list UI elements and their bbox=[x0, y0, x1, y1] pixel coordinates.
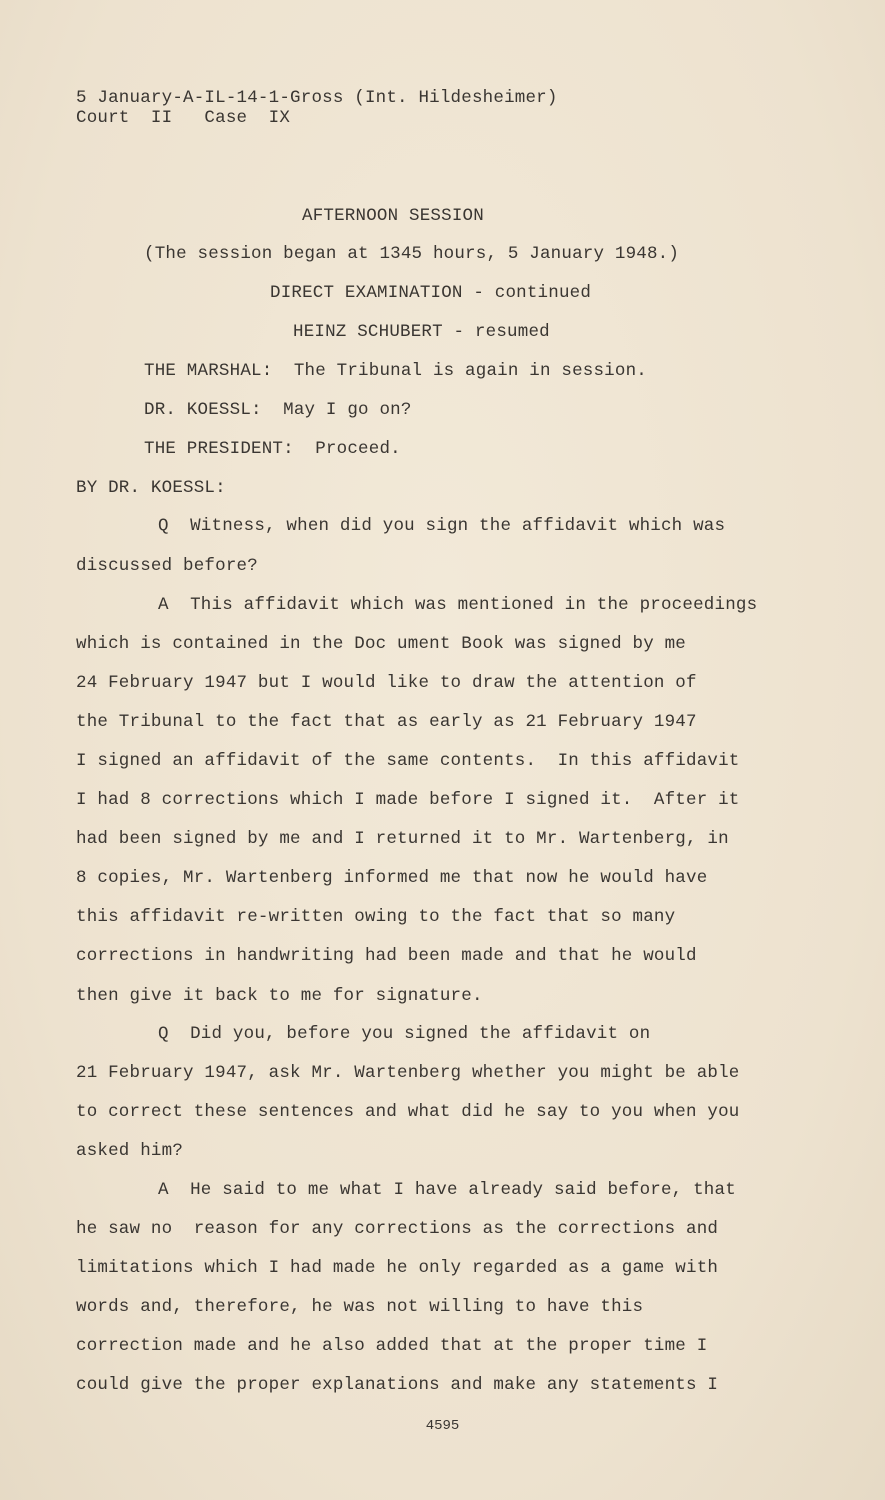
body-line: discussed before? bbox=[76, 556, 258, 576]
body-line: Q Did you, before you signed the affidavit on bbox=[158, 1024, 651, 1044]
body-line: 21 February 1947, ask Mr. Wartenberg whether you might be able bbox=[76, 1063, 740, 1083]
body-line: 24 February 1947 but I would like to draw the attention of bbox=[76, 673, 697, 693]
header-line-1: 5 January-A-IL-14-1-Gross (Int. Hildesheimer) bbox=[76, 88, 558, 108]
koessl-line: DR. KOESSL: May I go on? bbox=[144, 400, 412, 420]
body-line: asked him? bbox=[76, 1141, 184, 1161]
body-line: had been signed by me and I returned it to Mr. Wartenberg, in bbox=[76, 829, 729, 849]
body-line: could give the proper explanations and make any statements I bbox=[76, 1375, 719, 1395]
body-line: the Tribunal to the fact that as early as 21 February 1947 bbox=[76, 712, 697, 732]
body-line: limitations which I had made he only regarded as a game with bbox=[76, 1258, 719, 1278]
exam-heading: DIRECT EXAMINATION - continued bbox=[270, 283, 592, 303]
body-line: corrections in handwriting had been made and that he would bbox=[76, 946, 697, 966]
body-line: 8 copies, Mr. Wartenberg informed me that now he would have bbox=[76, 868, 708, 888]
body-line: which is contained in the Doc ument Book was signed by me bbox=[76, 634, 686, 654]
body-line: then give it back to me for signature. bbox=[76, 986, 483, 1006]
body-line: I signed an affidavit of the same contents. In this affidavit bbox=[76, 751, 740, 771]
president-line: THE PRESIDENT: Proceed. bbox=[144, 439, 401, 459]
witness-heading: HEINZ SCHUBERT - resumed bbox=[293, 322, 550, 342]
body-line: Q Witness, when did you sign the affidavit which was bbox=[158, 516, 726, 536]
page-number: 4595 bbox=[425, 1418, 460, 1434]
examiner-line: BY DR. KOESSL: bbox=[76, 478, 226, 498]
body-line: words and, therefore, he was not willing to have this bbox=[76, 1297, 644, 1317]
session-title: AFTERNOON SESSION bbox=[302, 206, 484, 226]
body-line: to correct these sentences and what did he say to you when you bbox=[76, 1102, 740, 1122]
marshal-line: THE MARSHAL: The Tribunal is again in session. bbox=[144, 361, 647, 381]
body-line: I had 8 corrections which I made before I signed it. After it bbox=[76, 790, 740, 810]
header-line-2: Court II Case IX bbox=[76, 108, 291, 128]
body-line: A This affidavit which was mentioned in the proceedings bbox=[158, 595, 758, 615]
body-line: correction made and he also added that at the proper time I bbox=[76, 1336, 708, 1356]
session-began: (The session began at 1345 hours, 5 January 1948.) bbox=[144, 244, 680, 264]
body-line: he saw no reason for any corrections as the corrections and bbox=[76, 1219, 719, 1239]
body-line: this affidavit re-written owing to the fact that so many bbox=[76, 907, 676, 927]
body-line: A He said to me what I have already said before, that bbox=[158, 1180, 736, 1200]
